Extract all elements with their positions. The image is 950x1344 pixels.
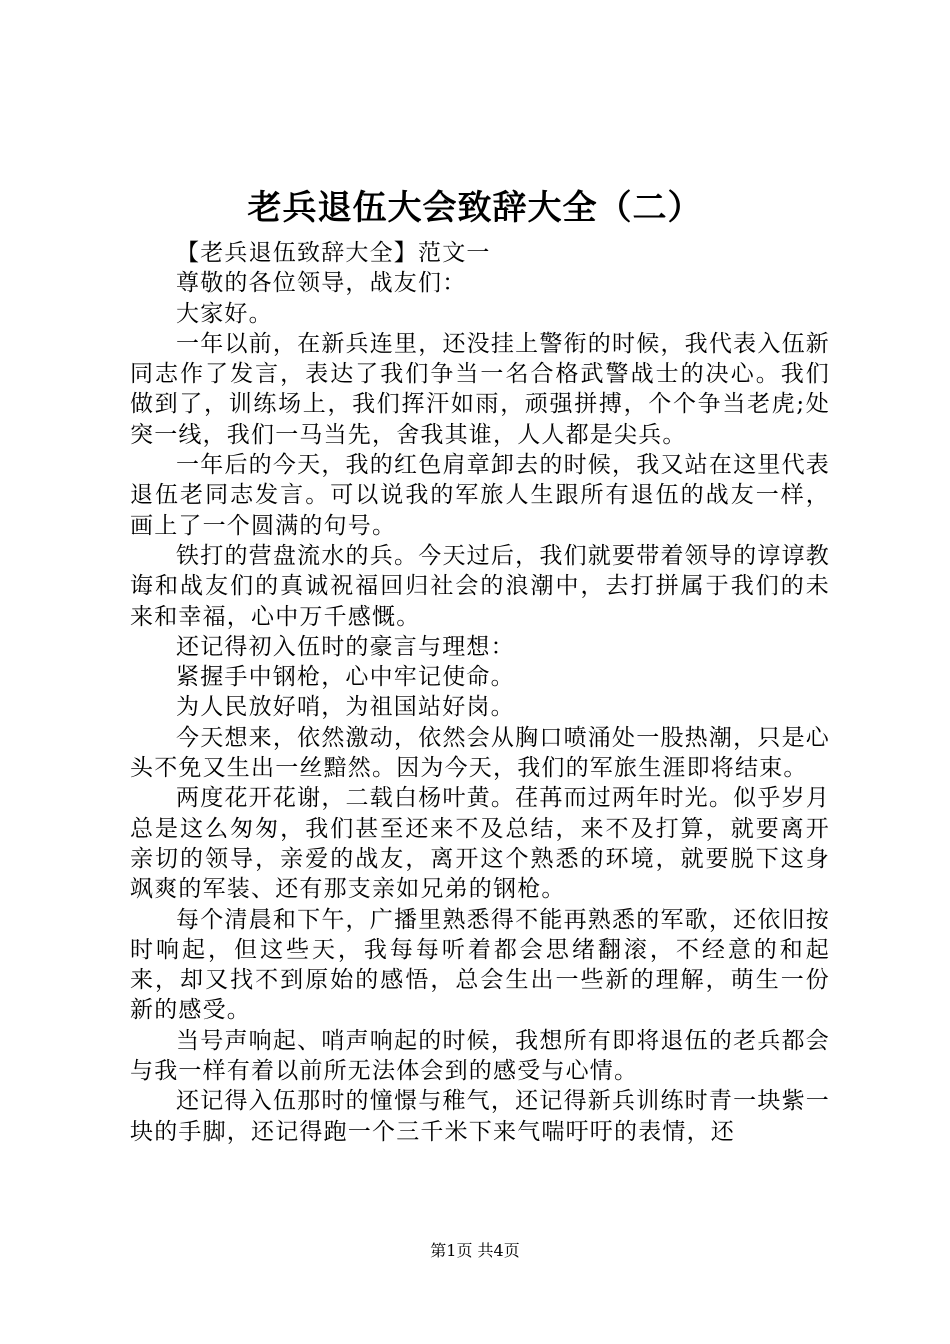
paragraph: 为人民放好哨，为祖国站好岗。 [176,694,515,721]
paragraph: 今天想来，依然激动，依然会从胸口喷涌处一股热潮，只是心头不免又生出一丝黯然。因为今天，我们的军旅生涯即将结束。 [130,724,830,782]
paragraph: 两度花开花谢，二载白杨叶黄。荏苒而过两年时光。似乎岁月总是这么匆匆，我们甚至还来不及总结，来不及打算，就要离开亲切的领导，亲爱的战友，离开这个熟悉的环境，就要脱下这身飒爽的军装、还有那支亲如兄弟的钢枪。 [130,785,830,903]
paragraph: 一年以前，在新兵连里，还没挂上警衔的时候，我代表入伍新同志作了发言，表达了我们争当一名合格武警战士的决心。我们做到了，训练场上，我们挥汗如雨，顽强拼搏，个个争当老虎;处突一线，我们一马当先，舍我其谁，人人都是尖兵。 [130,330,830,448]
paragraph: 每个清晨和下午，广播里熟悉得不能再熟悉的军歌，还依旧按时响起，但这些天，我每每听着都会思绪翻滚，不经意的和起来，却又找不到原始的感悟，总会生出一些新的理解，萌生一份新的感受。 [130,906,830,1024]
document-body [130,238,830,1147]
paragraph: 当号声响起、哨声响起的时候，我想所有即将退伍的老兵都会与我一样有着以前所无法体会到的感受与心情。 [130,1027,830,1085]
document-title: 老兵退伍大会致辞大全（二） [247,188,703,228]
paragraph: 尊敬的各位领导，战友们： [176,270,467,297]
paragraph: 大家好。 [176,300,273,327]
paragraph: 铁打的营盘流水的兵。今天过后，我们就要带着领导的谆谆教诲和战友们的真诚祝福回归社会的浪潮中，去打拼属于我们的未来和幸福，心中万千感慨。 [130,542,830,630]
paragraph: 【老兵退伍致辞大全】范文一 [176,240,491,266]
paragraph: 还记得初入伍时的豪言与理想： [176,633,515,660]
paragraph: 还记得入伍那时的憧憬与稚气，还记得新兵训练时青一块紫一块的手脚，还记得跑一个三千米下来气喘吁吁的表情，还 [130,1088,830,1145]
paragraph: 一年后的今天，我的红色肩章卸去的时候，我又站在这里代表退伍老同志发言。可以说我的军旅人生跟所有退伍的战友一样，画上了一个圆满的句号。 [130,452,830,539]
page-number-footer: 第1页 共4页 [430,1241,520,1260]
paragraph: 紧握手中钢枪，心中牢记使命。 [176,664,515,691]
